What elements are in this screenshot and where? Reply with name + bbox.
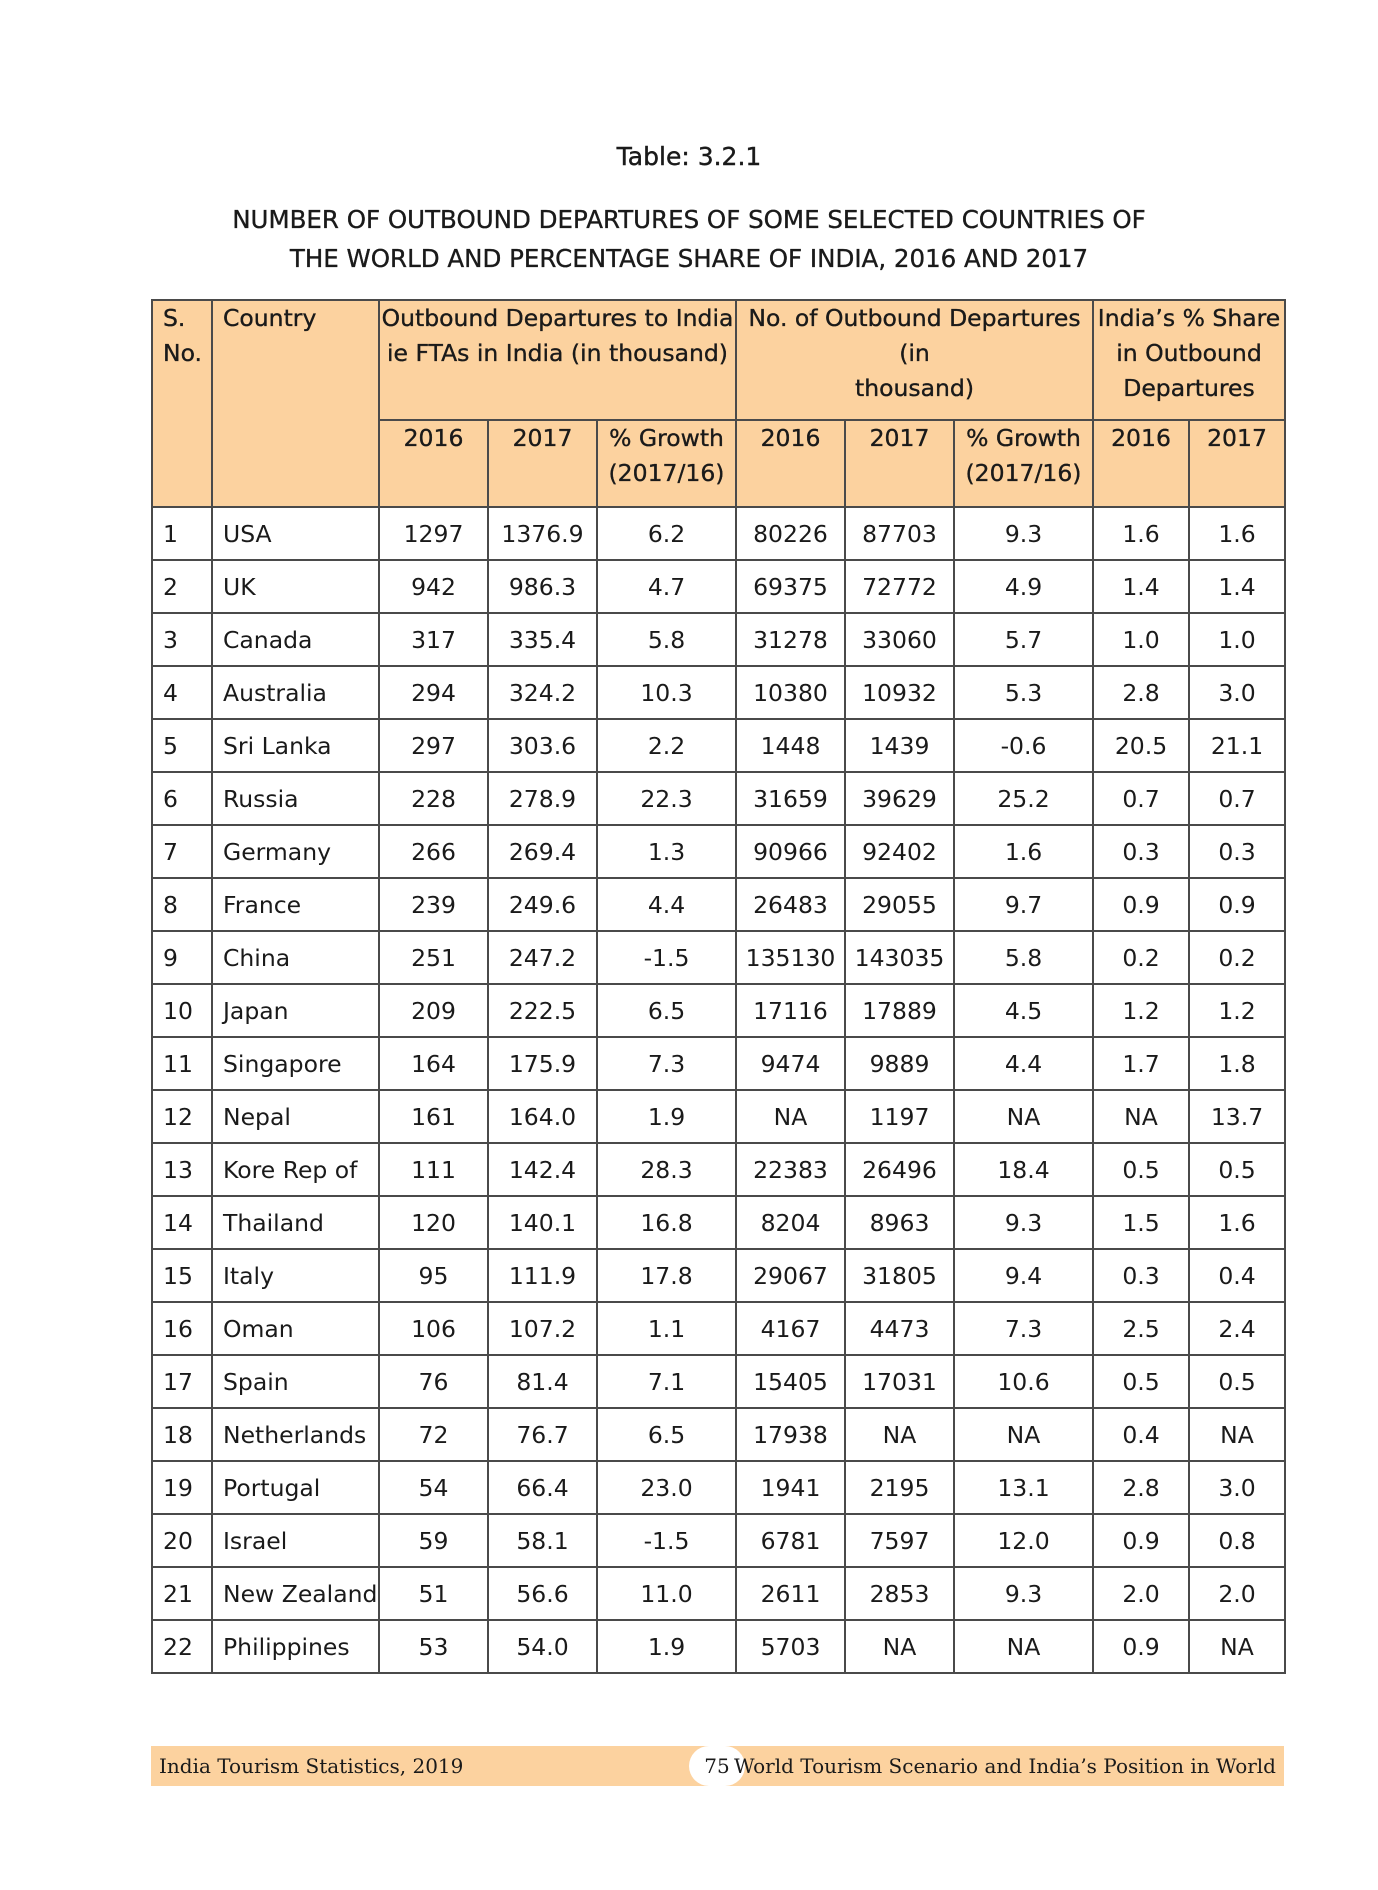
table-row [152,719,1285,772]
cell-share-2017: 0.3 [1189,825,1285,878]
cell-outbound-2016: 80226 [736,507,845,560]
cell-outbound-2017: 7597 [845,1514,954,1567]
header-share-2016 [1093,420,1189,507]
cell-fta-2016: 53 [379,1620,488,1673]
cell-outbound-2016: 31659 [736,772,845,825]
cell-sno: 8 [152,878,212,931]
cell-fta-growth: 7.1 [597,1355,736,1408]
cell-country: Spain [212,1355,379,1408]
outbound-departures-table [151,299,1286,1674]
cell-outbound-growth: 9.4 [954,1249,1093,1302]
cell-fta-2017: 81.4 [488,1355,597,1408]
header-country [212,300,379,507]
cell-outbound-2016: 10380 [736,666,845,719]
cell-fta-2017: 54.0 [488,1620,597,1673]
header-group-share-line3: Departures [1123,374,1255,402]
cell-share-2017: 0.2 [1189,931,1285,984]
cell-fta-2017: 1376.9 [488,507,597,560]
cell-outbound-growth: 13.1 [954,1461,1093,1514]
cell-outbound-growth: NA [954,1408,1093,1461]
cell-sno: 22 [152,1620,212,1673]
table-row [152,1514,1285,1567]
cell-fta-growth: 5.8 [597,613,736,666]
cell-outbound-2017: 2853 [845,1567,954,1620]
header-year-label: 2017 [869,424,930,452]
cell-fta-growth: 1.3 [597,825,736,878]
cell-country: Germany [212,825,379,878]
cell-share-2016: 1.0 [1093,613,1189,666]
cell-share-2017: 1.6 [1189,1196,1285,1249]
cell-fta-2017: 66.4 [488,1461,597,1514]
cell-outbound-growth: 4.4 [954,1037,1093,1090]
cell-share-2017: 1.2 [1189,984,1285,1037]
cell-share-2016: 0.3 [1093,825,1189,878]
cell-country: Nepal [212,1090,379,1143]
cell-country: Australia [212,666,379,719]
cell-sno: 3 [152,613,212,666]
cell-share-2017: 21.1 [1189,719,1285,772]
cell-outbound-2016: 90966 [736,825,845,878]
cell-sno: 20 [152,1514,212,1567]
cell-outbound-2016: 9474 [736,1037,845,1090]
header-group-fta-line2: ie FTAs in India (in thousand) [387,339,728,367]
cell-share-2017: 0.5 [1189,1143,1285,1196]
cell-fta-2016: 76 [379,1355,488,1408]
cell-share-2017: 0.4 [1189,1249,1285,1302]
header-group-outbound [736,300,1093,420]
cell-country: Netherlands [212,1408,379,1461]
cell-share-2017: 1.8 [1189,1037,1285,1090]
cell-share-2017: 13.7 [1189,1090,1285,1143]
header-sno [152,300,212,507]
cell-fta-2016: 95 [379,1249,488,1302]
table-row [152,613,1285,666]
cell-fta-2016: 111 [379,1143,488,1196]
cell-fta-growth: 23.0 [597,1461,736,1514]
cell-fta-2017: 142.4 [488,1143,597,1196]
cell-fta-2016: 106 [379,1302,488,1355]
footer-publication: India Tourism Statistics, 2019 [159,1754,464,1778]
cell-outbound-growth: 9.7 [954,878,1093,931]
cell-fta-2016: 239 [379,878,488,931]
table-row [152,825,1285,878]
header-fta-2017 [488,420,597,507]
cell-country: New Zealand [212,1567,379,1620]
cell-sno: 7 [152,825,212,878]
cell-outbound-2017: 4473 [845,1302,954,1355]
cell-outbound-2017: 10932 [845,666,954,719]
cell-sno: 10 [152,984,212,1037]
cell-outbound-2016: 4167 [736,1302,845,1355]
cell-share-2017: 1.0 [1189,613,1285,666]
cell-outbound-2017: 1197 [845,1090,954,1143]
cell-outbound-2017: 29055 [845,878,954,931]
cell-outbound-growth: 7.3 [954,1302,1093,1355]
cell-country: USA [212,507,379,560]
table-row [152,1620,1285,1673]
cell-country: Portugal [212,1461,379,1514]
cell-outbound-2017: 39629 [845,772,954,825]
footer-chapter: World Tourism Scenario and India’s Position in World [733,1754,1276,1778]
header-year-label: 2017 [512,424,573,452]
cell-fta-2016: 120 [379,1196,488,1249]
cell-outbound-2016: 5703 [736,1620,845,1673]
cell-fta-2017: 140.1 [488,1196,597,1249]
header-growth-line1: % Growth [609,424,724,452]
header-fta-2016 [379,420,488,507]
cell-share-2017: NA [1189,1408,1285,1461]
cell-outbound-growth: -0.6 [954,719,1093,772]
cell-fta-growth: 6.2 [597,507,736,560]
cell-outbound-growth: 18.4 [954,1143,1093,1196]
cell-outbound-growth: 5.7 [954,613,1093,666]
cell-share-2017: 1.6 [1189,507,1285,560]
table-row [152,1355,1285,1408]
cell-sno: 19 [152,1461,212,1514]
cell-share-2016: 1.7 [1093,1037,1189,1090]
cell-outbound-2017: 17031 [845,1355,954,1408]
cell-fta-2016: 266 [379,825,488,878]
cell-country: UK [212,560,379,613]
table-row [152,1461,1285,1514]
cell-outbound-growth: 9.3 [954,507,1093,560]
table-label: Table: 3.2.1 [616,142,762,171]
cell-sno: 12 [152,1090,212,1143]
header-sno-line2: No. [163,339,203,367]
cell-fta-2016: 251 [379,931,488,984]
cell-sno: 15 [152,1249,212,1302]
cell-outbound-2016: 26483 [736,878,845,931]
cell-share-2016: NA [1093,1090,1189,1143]
header-row-groups [152,300,1285,420]
table-body [152,507,1285,1673]
header-sno-line1: S. [163,304,186,332]
table-row [152,1143,1285,1196]
cell-country: Russia [212,772,379,825]
cell-share-2016: 0.9 [1093,1620,1189,1673]
cell-sno: 17 [152,1355,212,1408]
cell-fta-2016: 59 [379,1514,488,1567]
cell-share-2016: 0.3 [1093,1249,1189,1302]
cell-share-2017: 2.0 [1189,1567,1285,1620]
cell-share-2016: 0.9 [1093,1514,1189,1567]
cell-outbound-2017: 26496 [845,1143,954,1196]
cell-share-2016: 0.9 [1093,878,1189,931]
cell-fta-growth: 10.3 [597,666,736,719]
table-row [152,1249,1285,1302]
cell-fta-2017: 249.6 [488,878,597,931]
cell-fta-growth: -1.5 [597,931,736,984]
cell-sno: 4 [152,666,212,719]
cell-fta-2017: 175.9 [488,1037,597,1090]
header-outbound-growth [954,420,1093,507]
cell-fta-growth: -1.5 [597,1514,736,1567]
cell-fta-2016: 51 [379,1567,488,1620]
header-year-label: 2016 [403,424,464,452]
cell-country: Singapore [212,1037,379,1090]
header-year-label: 2016 [760,424,821,452]
cell-sno: 18 [152,1408,212,1461]
cell-fta-2017: 222.5 [488,984,597,1037]
header-year-label: 2017 [1207,424,1267,452]
table-row [152,666,1285,719]
cell-country: France [212,878,379,931]
cell-outbound-2017: 31805 [845,1249,954,1302]
cell-fta-2016: 54 [379,1461,488,1514]
cell-fta-2017: 303.6 [488,719,597,772]
header-group-fta [379,300,736,420]
header-outbound-2016 [736,420,845,507]
cell-outbound-2016: 6781 [736,1514,845,1567]
cell-outbound-growth: 25.2 [954,772,1093,825]
cell-outbound-2016: 2611 [736,1567,845,1620]
cell-outbound-growth: 12.0 [954,1514,1093,1567]
cell-country: Israel [212,1514,379,1567]
cell-sno: 5 [152,719,212,772]
cell-outbound-2016: 29067 [736,1249,845,1302]
cell-outbound-growth: 9.3 [954,1196,1093,1249]
cell-country: Japan [212,984,379,1037]
cell-outbound-2016: 17116 [736,984,845,1037]
cell-fta-growth: 4.7 [597,560,736,613]
cell-outbound-growth: 10.6 [954,1355,1093,1408]
cell-fta-growth: 7.3 [597,1037,736,1090]
cell-outbound-growth: NA [954,1620,1093,1673]
table-row [152,984,1285,1037]
cell-country: Oman [212,1302,379,1355]
cell-fta-growth: 11.0 [597,1567,736,1620]
cell-share-2016: 2.8 [1093,1461,1189,1514]
cell-outbound-2016: 135130 [736,931,845,984]
cell-share-2017: 0.8 [1189,1514,1285,1567]
cell-share-2016: 0.5 [1093,1355,1189,1408]
header-growth-line1: % Growth [966,424,1081,452]
cell-share-2016: 2.8 [1093,666,1189,719]
table-row [152,878,1285,931]
table-row [152,1302,1285,1355]
cell-fta-growth: 4.4 [597,878,736,931]
table-row [152,1090,1285,1143]
cell-fta-growth: 17.8 [597,1249,736,1302]
header-year-label: 2016 [1111,424,1171,452]
cell-outbound-growth: 4.5 [954,984,1093,1037]
cell-outbound-2017: NA [845,1620,954,1673]
cell-outbound-2017: 92402 [845,825,954,878]
cell-share-2016: 2.5 [1093,1302,1189,1355]
cell-share-2016: 0.5 [1093,1143,1189,1196]
header-share-2017 [1189,420,1285,507]
cell-fta-2016: 1297 [379,507,488,560]
cell-share-2017: 0.7 [1189,772,1285,825]
title-line-2: THE WORLD AND PERCENTAGE SHARE OF INDIA, 2016 AND 2017 [289,244,1089,273]
cell-outbound-growth: 1.6 [954,825,1093,878]
cell-share-2016: 1.2 [1093,984,1189,1037]
cell-outbound-2016: NA [736,1090,845,1143]
cell-country: Thailand [212,1196,379,1249]
cell-share-2017: 0.5 [1189,1355,1285,1408]
header-growth-line2: (2017/16) [608,459,725,487]
cell-fta-2016: 317 [379,613,488,666]
cell-fta-2016: 209 [379,984,488,1037]
cell-sno: 2 [152,560,212,613]
cell-outbound-2017: 1439 [845,719,954,772]
cell-fta-2017: 247.2 [488,931,597,984]
cell-share-2017: 0.9 [1189,878,1285,931]
cell-sno: 1 [152,507,212,560]
cell-fta-2017: 56.6 [488,1567,597,1620]
cell-fta-2017: 278.9 [488,772,597,825]
cell-country: Italy [212,1249,379,1302]
table-row [152,1196,1285,1249]
cell-fta-2016: 294 [379,666,488,719]
cell-country: Philippines [212,1620,379,1673]
table-row [152,1037,1285,1090]
title-line-1: NUMBER OF OUTBOUND DEPARTURES OF SOME SELECTED COUNTRIES OF [232,205,1146,234]
cell-fta-growth: 1.9 [597,1090,736,1143]
cell-outbound-2016: 1448 [736,719,845,772]
cell-share-2017: 3.0 [1189,666,1285,719]
cell-outbound-2017: 87703 [845,507,954,560]
cell-fta-2016: 161 [379,1090,488,1143]
cell-fta-2017: 111.9 [488,1249,597,1302]
cell-sno: 6 [152,772,212,825]
cell-fta-2017: 76.7 [488,1408,597,1461]
cell-outbound-2017: 33060 [845,613,954,666]
cell-fta-2017: 164.0 [488,1090,597,1143]
header-country-label: Country [223,304,317,332]
header-group-share-line2: in Outbound [1116,339,1262,367]
cell-share-2016: 0.7 [1093,772,1189,825]
cell-fta-2017: 335.4 [488,613,597,666]
header-group-share [1093,300,1285,420]
cell-outbound-2017: 72772 [845,560,954,613]
cell-fta-2017: 58.1 [488,1514,597,1567]
header-group-outbound-line1: No. of Outbound Departures (in [748,304,1081,367]
cell-outbound-2016: 8204 [736,1196,845,1249]
cell-country: Kore Rep of [212,1143,379,1196]
cell-fta-growth: 28.3 [597,1143,736,1196]
cell-sno: 21 [152,1567,212,1620]
cell-country: China [212,931,379,984]
cell-outbound-growth: NA [954,1090,1093,1143]
cell-outbound-2017: 8963 [845,1196,954,1249]
cell-fta-growth: 6.5 [597,1408,736,1461]
cell-share-2017: 3.0 [1189,1461,1285,1514]
table-row [152,507,1285,560]
cell-country: Canada [212,613,379,666]
cell-share-2017: 1.4 [1189,560,1285,613]
header-outbound-2017 [845,420,954,507]
cell-share-2017: 2.4 [1189,1302,1285,1355]
cell-outbound-2016: 17938 [736,1408,845,1461]
cell-share-2016: 20.5 [1093,719,1189,772]
cell-outbound-2016: 1941 [736,1461,845,1514]
table-title [150,200,1228,278]
cell-outbound-growth: 4.9 [954,560,1093,613]
cell-outbound-growth: 9.3 [954,1567,1093,1620]
cell-sno: 13 [152,1143,212,1196]
cell-fta-growth: 1.9 [597,1620,736,1673]
cell-outbound-2017: 143035 [845,931,954,984]
cell-fta-growth: 22.3 [597,772,736,825]
table-row [152,560,1285,613]
page-number: 75 [689,1746,745,1786]
cell-fta-growth: 2.2 [597,719,736,772]
header-group-fta-line1: Outbound Departures to India [381,304,734,332]
cell-share-2016: 0.4 [1093,1408,1189,1461]
cell-outbound-2017: 9889 [845,1037,954,1090]
cell-fta-2017: 107.2 [488,1302,597,1355]
cell-sno: 14 [152,1196,212,1249]
cell-sno: 16 [152,1302,212,1355]
cell-fta-growth: 16.8 [597,1196,736,1249]
cell-outbound-2016: 31278 [736,613,845,666]
cell-fta-2016: 164 [379,1037,488,1090]
table-row [152,1567,1285,1620]
cell-sno: 9 [152,931,212,984]
cell-sno: 11 [152,1037,212,1090]
cell-fta-2016: 228 [379,772,488,825]
cell-share-2016: 1.4 [1093,560,1189,613]
header-group-share-line1: India’s % Share [1097,304,1281,332]
table-row [152,772,1285,825]
cell-share-2016: 1.6 [1093,507,1189,560]
cell-share-2016: 1.5 [1093,1196,1189,1249]
header-group-outbound-line2: thousand) [854,374,974,402]
cell-fta-2017: 324.2 [488,666,597,719]
cell-share-2017: NA [1189,1620,1285,1673]
cell-fta-2016: 942 [379,560,488,613]
table-row [152,1408,1285,1461]
cell-fta-growth: 6.5 [597,984,736,1037]
cell-outbound-growth: 5.8 [954,931,1093,984]
cell-outbound-2017: 17889 [845,984,954,1037]
cell-outbound-2017: NA [845,1408,954,1461]
cell-outbound-2017: 2195 [845,1461,954,1514]
cell-share-2016: 0.2 [1093,931,1189,984]
header-growth-line2: (2017/16) [965,459,1082,487]
cell-share-2016: 2.0 [1093,1567,1189,1620]
cell-country: Sri Lanka [212,719,379,772]
header-fta-growth [597,420,736,507]
cell-fta-2016: 72 [379,1408,488,1461]
table-row [152,931,1285,984]
cell-fta-2017: 986.3 [488,560,597,613]
cell-fta-2016: 297 [379,719,488,772]
cell-outbound-2016: 15405 [736,1355,845,1408]
cell-outbound-2016: 22383 [736,1143,845,1196]
cell-outbound-2016: 69375 [736,560,845,613]
cell-fta-growth: 1.1 [597,1302,736,1355]
cell-outbound-growth: 5.3 [954,666,1093,719]
page-footer [151,1746,1284,1786]
cell-fta-2017: 269.4 [488,825,597,878]
